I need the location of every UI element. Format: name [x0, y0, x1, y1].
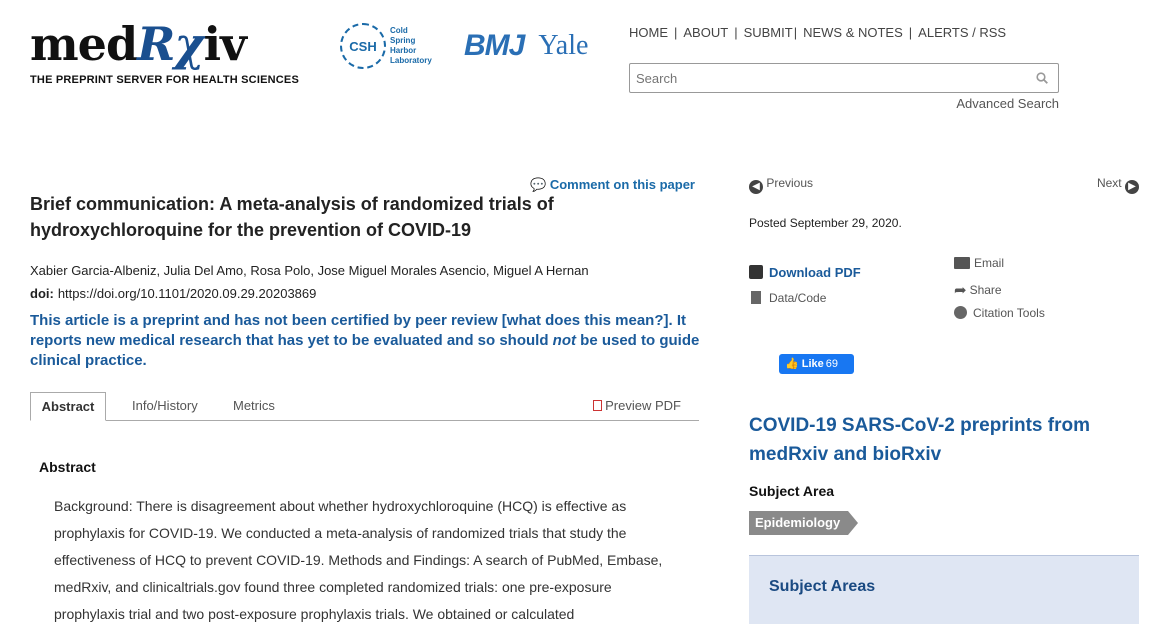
download-pdf-link[interactable]: Download PDF	[749, 265, 861, 280]
article-tabs	[30, 392, 699, 421]
logo-wordmark: medRχiv	[30, 17, 246, 71]
like-count: 69	[825, 358, 839, 370]
abstract-body: Background: There is disagreement about whether hydroxychloroquine (HCQ) is effective as prophylaxis for COVID-19. We conducted a meta-analysis of randomized trials that study the effectiveness of HCQ to prevent COVID-19. Methods and Findings: A search of PubMed, Embase, medRxiv, and clinicaltrials.gov found three completed randomized trials: one pre-exposure prophylaxis trial and two post-exposure prophylaxis trials. We obtained or calculated	[54, 498, 663, 622]
subject-area-label: Subject Area	[749, 483, 835, 499]
tab-abstract[interactable]: Abstract	[30, 392, 106, 421]
share-icon: ➦	[954, 282, 967, 299]
doi-line	[30, 286, 316, 301]
article-title: Brief communication: A meta-analysis of randomized trials of hydroxychloroquine for the prevention of COVID-19	[30, 194, 554, 240]
subject-tag-epidemiology[interactable]: Epidemiology	[749, 511, 848, 535]
nav-divider: |	[674, 25, 678, 40]
search-box	[629, 63, 1059, 93]
nav-divider: |	[908, 25, 913, 40]
top-navigation	[629, 25, 1006, 40]
subject-areas-heading: Subject Areas	[769, 578, 876, 595]
data-code-link[interactable]: Data/Code	[749, 291, 826, 305]
nav-submit[interactable]: SUBMIT	[743, 25, 793, 40]
partner-logos	[340, 22, 588, 70]
speech-bubble-icon: 💬	[530, 177, 547, 192]
abstract-heading: Abstract	[39, 459, 96, 475]
posted-date: Posted September 29, 2020.	[749, 216, 902, 230]
next-link[interactable]: Next ▶	[1097, 176, 1139, 194]
author-list[interactable]: Xabier Garcia-Albeniz, Julia Del Amo, Rosa Polo, Jose Miguel Morales Asencio, Miguel A Hernan	[30, 263, 589, 278]
facebook-like-button[interactable]: 👍 Like 69	[779, 354, 854, 374]
advanced-search-link[interactable]: Advanced Search	[956, 96, 1059, 111]
arrow-right-icon: ▶	[1125, 180, 1139, 194]
notice-not: not	[552, 332, 576, 349]
envelope-icon	[954, 257, 970, 269]
csh-logo-text: Cold Spring Harbor Laboratory	[390, 26, 432, 65]
medrxiv-logo[interactable]	[30, 18, 299, 86]
covid-preprints-link[interactable]: COVID-19 SARS-CoV-2 preprints from medRxiv and bioRxiv	[749, 415, 1090, 465]
email-link[interactable]: Email	[954, 256, 1004, 270]
search-icon[interactable]	[1036, 72, 1048, 84]
download-icon	[749, 265, 763, 279]
doi-link[interactable]: https://doi.org/10.1101/2020.09.29.20203869	[57, 286, 317, 301]
previous-link[interactable]: ◀ Previous	[749, 176, 813, 194]
nav-news-notes[interactable]: NEWS & NOTES	[803, 25, 903, 40]
comment-link[interactable]: 💬 Comment on this paper	[530, 177, 695, 192]
nav-alerts-rss[interactable]: ALERTS / RSS	[918, 25, 1007, 40]
citation-tools-link[interactable]: Citation Tools	[954, 306, 1045, 320]
pdf-icon	[593, 400, 602, 411]
preprint-notice: This article is a preprint and has not been certified by peer review [what does this mean?]. It reports new medical research that has yet to be evaluated and so should not be used to guide clinical practice.	[30, 312, 700, 369]
nav-home[interactable]: HOME	[629, 25, 668, 40]
file-icon	[751, 291, 761, 304]
search-input[interactable]	[630, 64, 1025, 92]
subject-areas-panel	[749, 555, 1139, 624]
bmj-logo[interactable]: BMJ	[464, 29, 525, 62]
doi-label: doi:	[30, 286, 54, 301]
nav-about[interactable]: ABOUT	[683, 25, 729, 40]
thumbs-up-icon: 👍	[785, 358, 799, 370]
csh-logo-icon[interactable]: CSH	[340, 23, 386, 69]
share-link[interactable]: ➦ Share	[954, 282, 1002, 299]
tab-metrics[interactable]: Metrics	[233, 398, 275, 413]
arrow-left-icon: ◀	[749, 180, 763, 194]
tab-info-history[interactable]: Info/History	[132, 398, 198, 413]
globe-icon	[954, 306, 967, 319]
nav-divider: |	[793, 25, 798, 40]
yale-logo[interactable]: Yale	[538, 30, 589, 61]
logo-tagline: THE PREPRINT SERVER FOR HEALTH SCIENCES	[30, 74, 299, 86]
nav-divider: |	[734, 25, 738, 40]
preview-pdf-link[interactable]: Preview PDF	[593, 392, 681, 421]
